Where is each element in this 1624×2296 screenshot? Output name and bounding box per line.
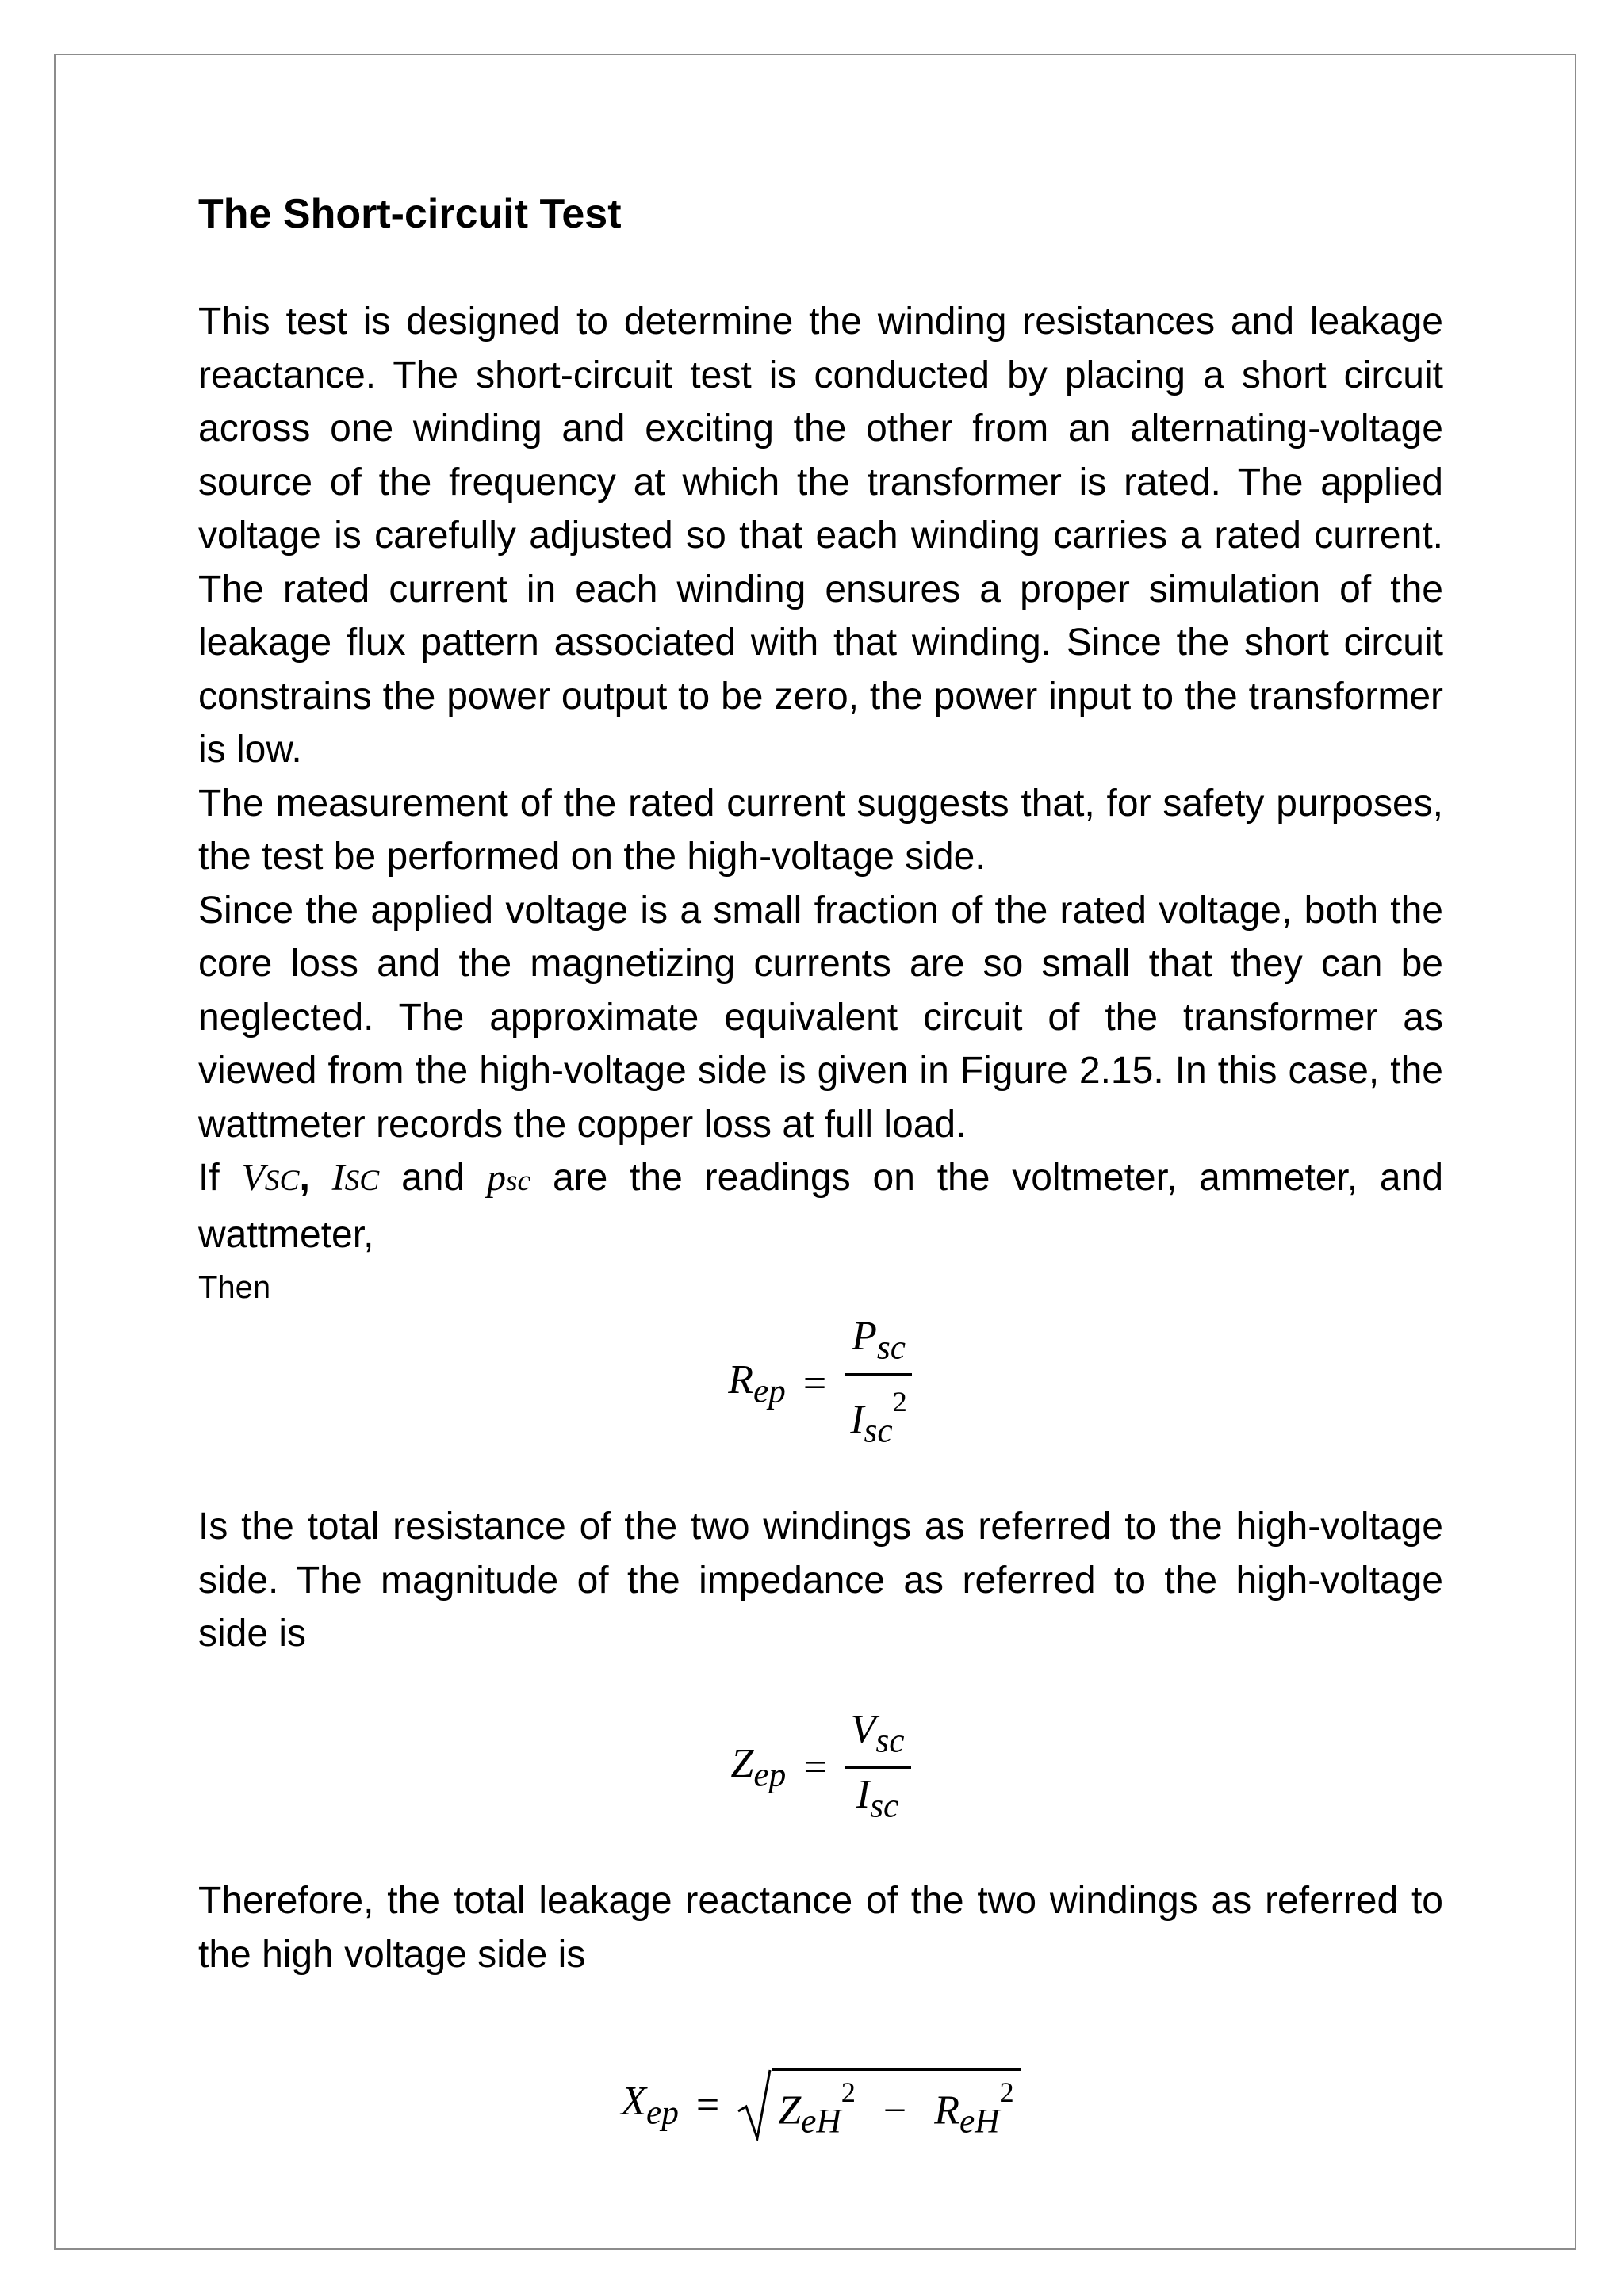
eq1-lhs: $R_{ep}$ — [728, 1357, 786, 1410]
power-symbol: psc — [486, 1157, 531, 1199]
intro-paragraph: This test is designed to determine the winding resistances and leakage reactance. The short-circuit test is conducted by placing a short circuit across one winding and exciting the other from an alternating-voltage source of the frequency at which the transformer is rated. The applied voltage is carefully adjusted so that each winding carries a rated current. The rated current in each winding ensures a proper simulation of the leakage flux pattern associated with that winding. Since the short circuit constrains the power output to be zero, the power input to the transformer is low. — [198, 300, 1443, 771]
eq2-lhs: $Z_{ep}$ — [730, 1741, 787, 1794]
safety-paragraph: The measurement of the rated current suggests that, for safety purposes, the test be performed on the high-voltage side. — [198, 782, 1443, 878]
eq1-fraction: $\frac{P_{sc}}{I_{sc}^2}$ — [844, 1315, 914, 1452]
current-symbol: ISC — [331, 1157, 380, 1199]
equation-resistance: $R_{ep}$ = $\frac{P_{sc}}{I_{sc}^2}$ — [198, 1315, 1443, 1452]
eq2-fraction: $\frac{V_{sc}}{I_{sc}}$ — [845, 1709, 911, 1827]
eq3-lhs: $X_{ep}$ — [621, 2079, 679, 2132]
voltage-symbol: VSC — [241, 1157, 300, 1199]
document-body — [198, 190, 1443, 2141]
square-root: $Z_{eH}^2 - R_{eH}^2$ — [737, 2068, 1020, 2141]
equation-reactance: $X_{ep}$ = $Z_{eH}^2 - R_{eH}^2$ — [198, 2068, 1443, 2141]
section-title: The Short-circuit Test — [198, 191, 622, 237]
reactance-paragraph: Therefore, the total leakage reactance of the two windings as referred to the high voltage side is — [198, 1880, 1443, 1976]
radical-sign-icon — [737, 2068, 772, 2141]
readings-paragraph: If VSC, ISC and psc are the readings on the voltmeter, ammeter, and wattmeter, — [198, 1157, 1444, 1256]
resistance-paragraph: Is the total resistance of the two windings as referred to the high-voltage side. The magnitude of the impedance as referred to the high-voltage side is — [198, 1506, 1443, 1655]
then-label: Then — [198, 1270, 271, 1305]
equation-impedance: $Z_{ep}$ = $\frac{V_{sc}}{I_{sc}}$ — [198, 1709, 1443, 1827]
approximation-paragraph: Since the applied voltage is a small fraction of the rated voltage, both the core loss and the magnetizing currents are so small that they can be neglected. The approximate equivalent circuit of the transformer as viewed from the high-voltage side is given in Figure 2.15. In this case, the wattmeter records the copper loss at full load. — [198, 889, 1443, 1146]
